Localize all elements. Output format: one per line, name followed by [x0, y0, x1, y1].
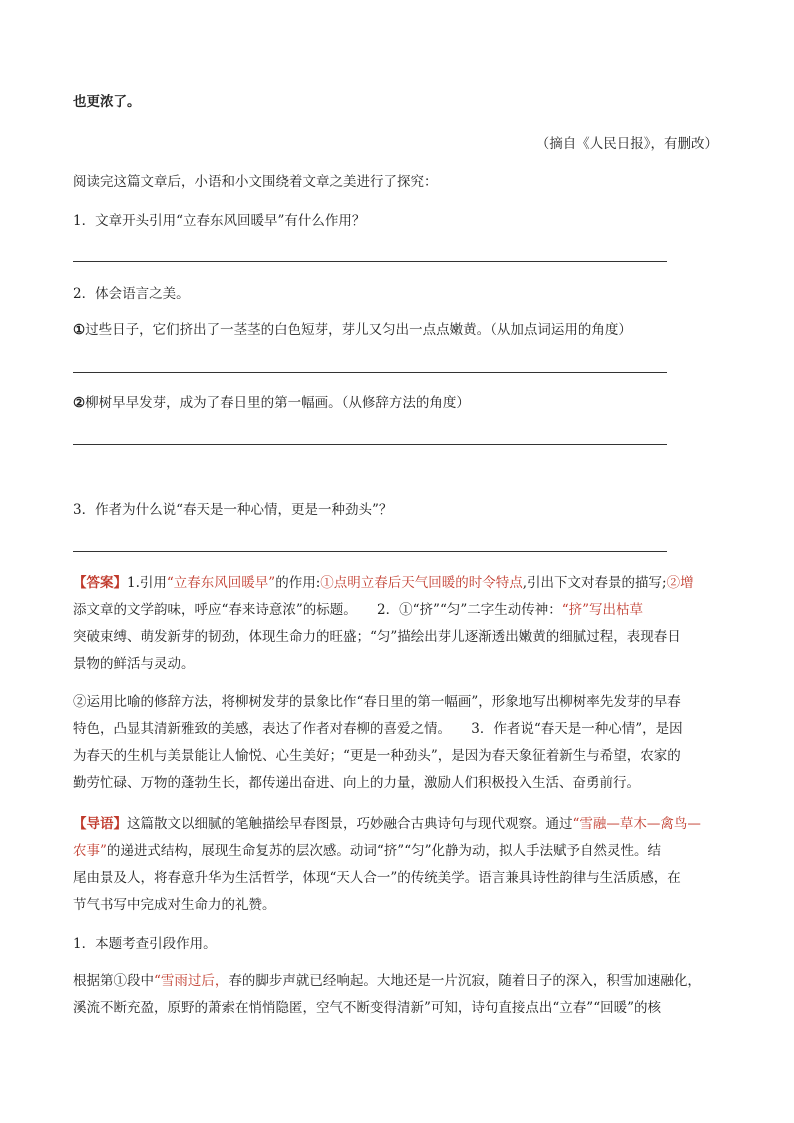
question-2: 2．体会语言之美。	[73, 286, 190, 302]
answer-text: 的作用:	[275, 575, 321, 591]
answer-text: 1.引用	[127, 575, 167, 591]
text-fragment: 也更浓了。	[73, 94, 141, 110]
answer-line	[73, 551, 667, 552]
question-2-1	[73, 320, 723, 340]
answer-p2-line-3: 为春天的生机与美景能让人愉悦、心生美好；“更是一种劲头”，是因为春天象征着新生与希望，农家的	[73, 748, 681, 764]
analysis-text: 根据第①段中	[73, 973, 154, 989]
answer-highlight: “挤”写出枯草	[561, 602, 644, 618]
question-2-2	[73, 393, 723, 413]
question-1: 1．文章开头引用“立春东风回暖早”有什么作用？	[73, 213, 366, 229]
answer-highlight: ①点明立春后天气回暖的时令特点	[320, 575, 523, 591]
guide-line-1	[73, 814, 723, 834]
answer-line-2	[73, 600, 723, 620]
analysis-highlight: “雪雨过后，	[154, 973, 229, 989]
circled-number: ②	[73, 395, 86, 411]
guide-line-3: 尾由景及人，将春意升华为生活哲学，体现“天人合一”的传统美学。语言兼具诗性韵律与生活质感，在	[73, 870, 681, 886]
analysis-line-2: 溪流不断充盈，原野的萧索在悄悄隐匿，空气不断变得清新”可知，诗句直接点出“立春”“回暖”的核	[73, 1000, 662, 1016]
analysis-text: 春的脚步声就已经响起。大地还是一片沉寂，随着日子的深入，积雪加速融化，	[228, 973, 701, 989]
intro-text: 阅读完这篇文章后，小语和小文围绕着文章之美进行了探究：	[73, 174, 438, 190]
answer-line-4: 景物的鲜活与灵动。	[73, 656, 195, 672]
answer-p2-line-2: 特色，凸显其清新雅致的美感，表达了作者对春柳的喜爱之情。 3．作者说“春天是一种心情”，是因	[73, 721, 683, 737]
circled-number: ①	[73, 322, 86, 338]
guide-line-2	[73, 841, 723, 861]
answer-line-1	[73, 573, 723, 593]
analysis-title: 1．本题考查引段作用。	[73, 936, 217, 952]
answer-highlight: “立春东风回暖早”	[166, 575, 276, 591]
source-citation: （摘自《人民日报》，有删改）	[535, 136, 718, 152]
answer-p2-line-4: 勤劳忙碌、万物的蓬勃生长，都传递出奋进、向上的力量，激励人们积极投入生活、奋勇前行。	[73, 775, 640, 791]
question-2-2-text: 柳树早早发芽，成为了春日里的第一幅画。（从修辞方法的角度）	[85, 395, 470, 411]
answer-p2-line-1: ②运用比喻的修辞方法，将柳树发芽的景象比作“春日里的第一幅画”，形象地写出柳树率先发芽的早春	[73, 694, 681, 710]
answer-highlight: ②增	[666, 575, 694, 591]
answer-tag: 【答案】	[73, 575, 127, 591]
guide-highlight: “雪融—草木—禽鸟—	[572, 816, 701, 832]
answer-text: 添文章的文学韵味，呼应“春来诗意浓”的标题。 2．①“挤”“匀”二字生动传神：	[73, 602, 562, 618]
guide-text: 这篇散文以细腻的笔触描绘早春图景，巧妙融合古典诗句与现代观察。通过	[127, 816, 573, 832]
guide-highlight: 农事”	[73, 843, 107, 859]
question-3: 3．作者为什么说“春天是一种心情，更是一种劲头”？	[73, 502, 393, 518]
guide-line-4: 节气书写中完成对生命力的礼赞。	[73, 897, 276, 913]
guide-text: 的递进式结构，展现生命复苏的层次感。动词“挤”“匀”化静为动，拟人手法赋予自然灵性。结	[106, 843, 662, 859]
question-2-1-text: 过些日子，它们挤出了一茎茎的白色短芽，芽儿又匀出一点点嫩黄。（从加点词运用的角度）	[85, 322, 632, 338]
answer-line	[73, 261, 667, 262]
answer-line-3: 突破束缚、萌发新芽的韧劲，体现生命力的旺盛；“匀”描绘出芽儿逐渐透出嫩黄的细腻过程，表现春日	[73, 629, 681, 645]
answer-text: ,引出下文对春景的描写;	[522, 575, 667, 591]
answer-line	[73, 372, 667, 373]
answer-line	[73, 444, 667, 445]
guide-tag: 【导语】	[73, 816, 127, 832]
analysis-line-1	[73, 971, 723, 991]
